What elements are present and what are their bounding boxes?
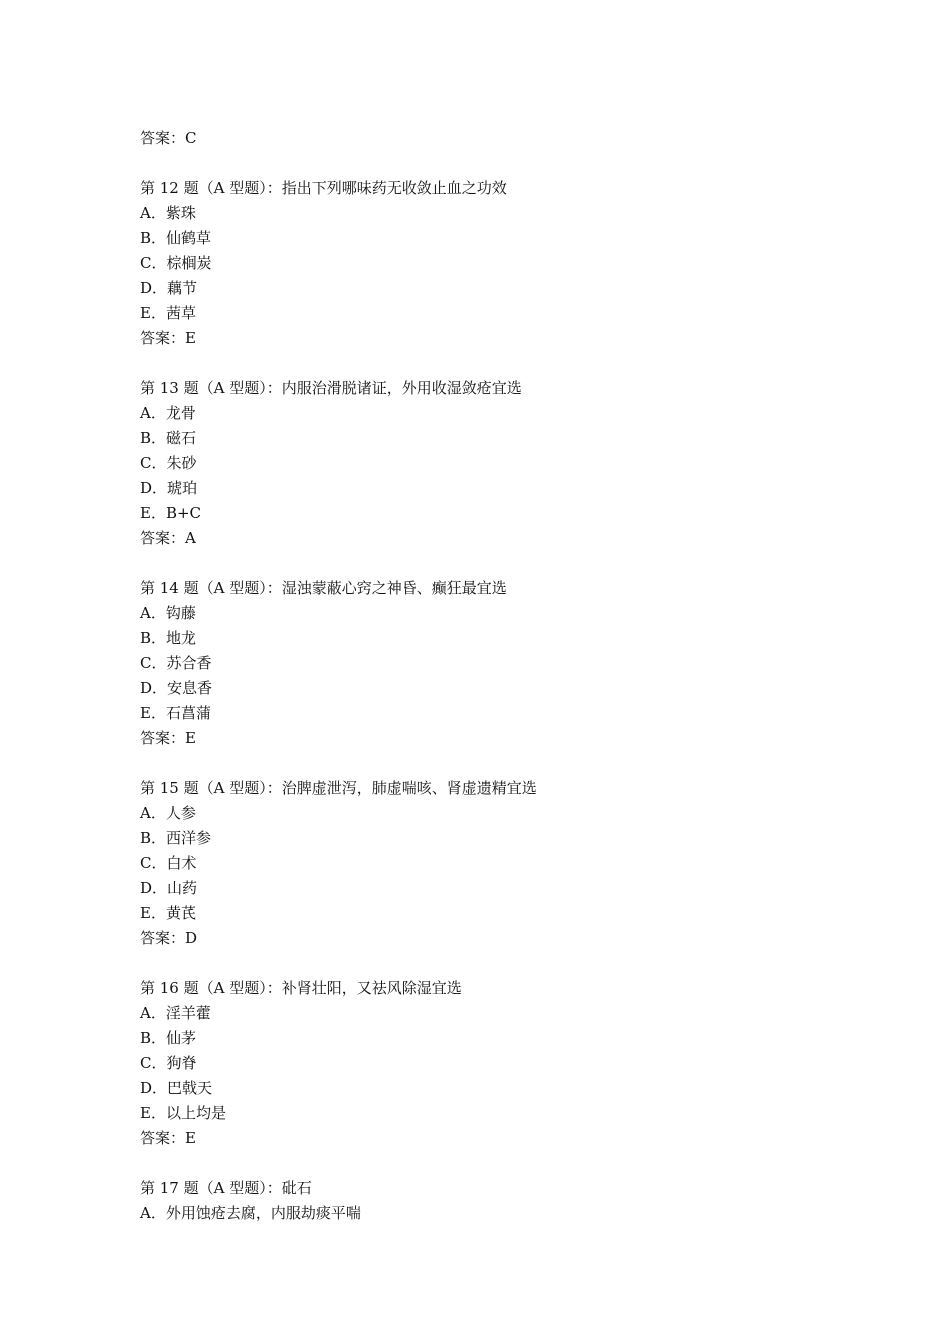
question-title: 第 15 题（A 型题）：治脾虚泄泻，肺虚喘咳、肾虚遗精宜选 [140, 779, 537, 797]
spacer [140, 351, 900, 376]
option-d: D．藕节 [140, 279, 198, 297]
option-d: D．安息香 [140, 679, 213, 697]
answer-line: 答案：E [140, 729, 196, 747]
option-b: B．地龙 [140, 629, 197, 647]
answer-line: 答案：E [140, 329, 196, 347]
option-d: D．琥珀 [140, 479, 198, 497]
question-block [140, 1176, 900, 1226]
question-block [140, 776, 900, 951]
option-e: E．黄芪 [140, 904, 196, 922]
question-title: 第 13 题（A 型题）：内服治滑脱诸证，外用收湿敛疮宜选 [140, 379, 522, 397]
option-e: E．B+C [140, 504, 202, 522]
question-block [140, 976, 900, 1151]
question-title: 第 17 题（A 型题）：砒石 [140, 1179, 312, 1197]
question-title: 第 16 题（A 型题）：补肾壮阳，又祛风除湿宜选 [140, 979, 462, 997]
answer-line: 答案：C [140, 129, 197, 147]
question-block [140, 176, 900, 351]
question-title: 第 12 题（A 型题）：指出下列哪味药无收敛止血之功效 [140, 179, 507, 197]
option-e: E．石菖蒲 [140, 704, 211, 722]
question-title: 第 14 题（A 型题）：湿浊蒙蔽心窍之神昏、癫狂最宜选 [140, 579, 507, 597]
option-e: E．茜草 [140, 304, 196, 322]
option-d: D．巴戟天 [140, 1079, 213, 1097]
answer-line: 答案：A [140, 529, 196, 547]
option-a: A．人参 [140, 804, 196, 822]
option-a: A．钩藤 [140, 604, 196, 622]
spacer [140, 951, 900, 976]
option-b: B．仙鹤草 [140, 229, 212, 247]
option-a: A．外用蚀疮去腐，内服劫痰平喘 [140, 1204, 361, 1222]
option-c: C．白术 [140, 854, 197, 872]
option-b: B．仙茅 [140, 1029, 197, 1047]
answer-line: 答案：D [140, 929, 198, 947]
option-b: B．磁石 [140, 429, 197, 447]
option-a: A．龙骨 [140, 404, 196, 422]
option-c: C．狗脊 [140, 1054, 197, 1072]
spacer [140, 551, 900, 576]
option-a: A．紫珠 [140, 204, 196, 222]
option-c: C．苏合香 [140, 654, 212, 672]
spacer [140, 151, 900, 176]
option-e: E．以上均是 [140, 1104, 226, 1122]
option-c: C．朱砂 [140, 454, 197, 472]
option-c: C．棕榈炭 [140, 254, 212, 272]
option-b: B．西洋参 [140, 829, 212, 847]
spacer [140, 1151, 900, 1176]
option-a: A．淫羊藿 [140, 1004, 211, 1022]
option-d: D．山药 [140, 879, 198, 897]
document-body [140, 126, 900, 1226]
spacer [140, 751, 900, 776]
question-block [140, 376, 900, 551]
answer-line: 答案：E [140, 1129, 196, 1147]
question-block [140, 576, 900, 751]
